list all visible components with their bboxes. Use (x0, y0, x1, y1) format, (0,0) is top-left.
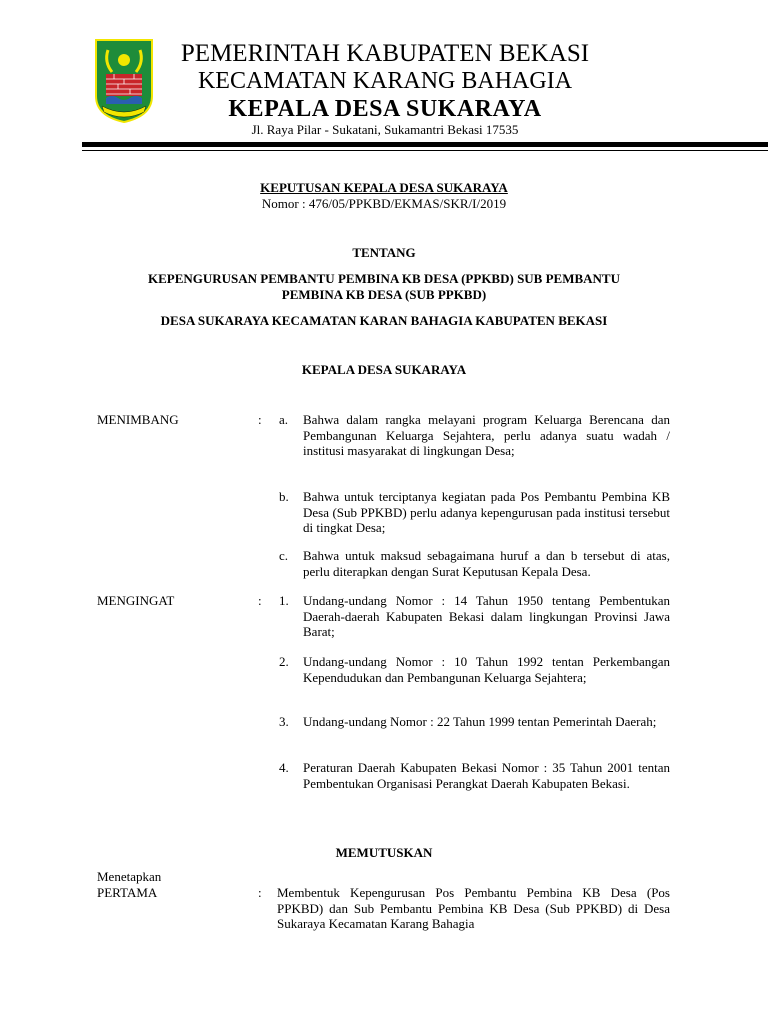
mengingat-item-text: Undang-undang Nomor : 14 Tahun 1950 tentang Pembentukan Daerah-daerah Kabupaten Bekasi dalam lingkungan Provinsi Jawa Barat; (303, 593, 670, 639)
letterhead-village-head: KEPALA DESA SUKARAYA (228, 96, 542, 122)
menimbang-item-mark: b. (279, 489, 289, 504)
mengingat-label: MENGINGAT (97, 593, 175, 608)
memutuskan-heading: MEMUTUSKAN (335, 845, 433, 860)
menimbang-item-mark: c. (279, 548, 289, 563)
letterhead-thin-rule (82, 150, 768, 151)
mengingat-colon: : (258, 593, 262, 608)
menimbang-item-text: Bahwa dalam rangka melayani program Keluarga Berencana dan Pembangunan Keluarga Sejahtera, perlu adanya suatu wadah / institusi masyarakat di lingkungan Desa; (303, 412, 670, 458)
mengingat-item-text: Undang-undang Nomor : 10 Tahun 1992 tentan Perkembangan Kependudukan dan Pembangunan Keluarga Sejahtera; (303, 654, 670, 685)
decree-about: TENTANG (352, 245, 416, 260)
menimbang-item-text: Bahwa untuk terciptanya kegiatan pada Pos Pembantu Pembina KB Desa (Sub PPKBD) perlu adanya kepengurusan pada institusi tersebut di tingkat Desa; (303, 489, 670, 535)
menimbang-colon: : (258, 412, 262, 427)
menimbang-label: MENIMBANG (97, 412, 179, 427)
mengingat-item-mark: 2. (279, 654, 289, 669)
menimbang-item-mark: a. (279, 412, 289, 427)
menimbang-item-text: Bahwa untuk maksud sebagaimana huruf a dan b tersebut di atas, perlu diterapkan dengan Surat Keputusan Kepala Desa. (303, 548, 670, 579)
decree-issuer: KEPALA DESA SUKARAYA (301, 362, 467, 377)
pertama-text: Membentuk Kepengurusan Pos Pembantu Pembina KB Desa (Pos PPKBD) dan Sub Pembantu Pembina KB Desa (Sub PPKBD) di Desa Sukaraya Kecamatan Karang Bahagia (277, 885, 670, 931)
mengingat-item-text: Undang-undang Nomor : 22 Tahun 1999 tentan Pemerintah Daerah; (303, 714, 657, 729)
letterhead-line-1: PEMERINTAH KABUPATEN BEKASI (180, 40, 590, 67)
pertama-colon: : (258, 885, 262, 900)
decree-number: Nomor : 476/05/PPKBD/EKMAS/SKR/I/2019 (261, 196, 507, 211)
letterhead-line-2: KECAMATAN KARANG BAHAGIA (197, 68, 573, 94)
decree-title: KEPUTUSAN KEPALA DESA SUKARAYA (260, 180, 508, 195)
mengingat-item-mark: 1. (279, 593, 289, 608)
decree-subject-line-2: PEMBINA KB DESA (SUB PPKBD) (281, 287, 487, 302)
pertama-label: PERTAMA (97, 885, 158, 900)
letterhead-address: Jl. Raya Pilar - Sukatani, Sukamantri Bekasi 17535 (251, 122, 519, 137)
decree-subject-line-1: KEPENGURUSAN PEMBANTU PEMBINA KB DESA (PPKBD) SUB PEMBANTU (147, 271, 620, 286)
mengingat-item-text: Peraturan Daerah Kabupaten Bekasi Nomor : 35 Tahun 2001 tentan Pembentukan Organisasi Perangkat Daerah Kabupaten Bekasi. (303, 760, 670, 791)
mengingat-item-mark: 3. (279, 714, 289, 729)
menetapkan-label: Menetapkan (97, 869, 162, 884)
mengingat-item-mark: 4. (279, 760, 289, 775)
decree-subject-line-3: DESA SUKARAYA KECAMATAN KARAN BAHAGIA KABUPATEN BEKASI (160, 313, 608, 328)
letterhead-thick-rule (82, 142, 768, 147)
